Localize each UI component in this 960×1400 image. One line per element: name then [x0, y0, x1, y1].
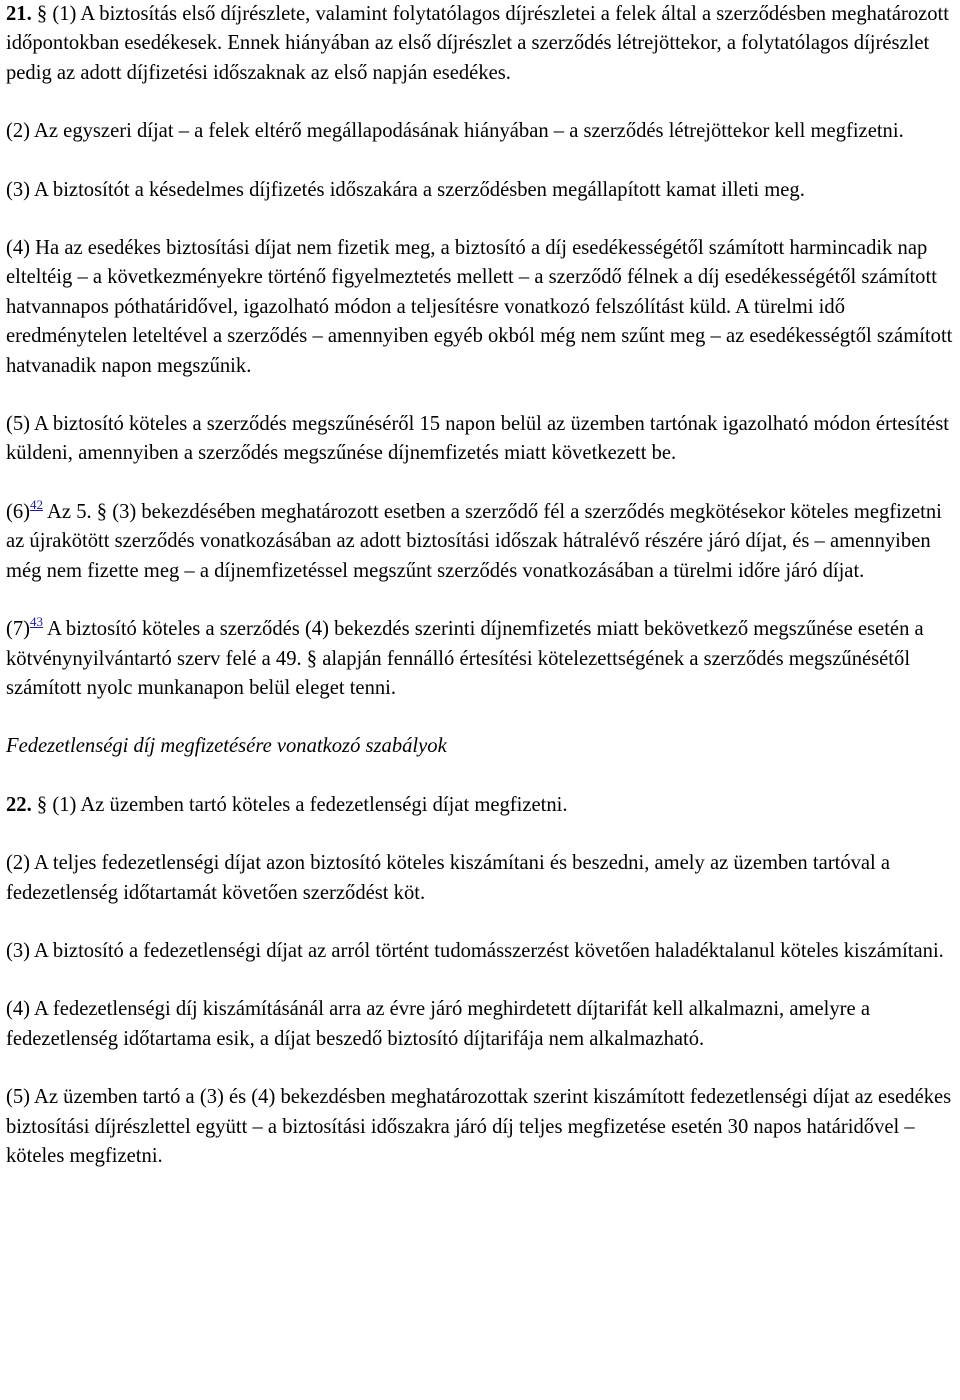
- subsection-heading: Fedezetlenségi díj megfizetésére vonatkozó szabályok: [6, 735, 447, 758]
- footnote-42-link[interactable]: 42: [30, 496, 44, 512]
- section-21-paragraph-6-text: Az 5. § (3) bekezdésében meghatározott esetben a szerződő fél a szerződés megkötésekor köteles megfizetni az újrakötött szerződés vonatkozásában az adott biztosítási időszak hátralévő részére járó díjat, és – amennyiben még nem fizette meg – a díjnemfizetéssel megszűnt szerződés vonatkozásában a türelmi időre járó díjat.: [6, 500, 942, 582]
- section-22-paragraph-2: (2) A teljes fedezetlenségi díjat azon biztosító köteles kiszámítani és beszedni, amely az üzemben tartóval a fedezetlenség időtartamát követően szerződést köt.: [6, 852, 891, 904]
- section-sign: §: [36, 793, 48, 816]
- section-22-number: 22.: [6, 793, 32, 816]
- paragraph-7-prefix: (7): [6, 618, 31, 641]
- section-22-paragraph-3: (3) A biztosító a fedezetlenségi díjat az arról történt tudomásszerzést követően haladéktalanul köteles kiszámítani.: [6, 939, 944, 962]
- section-21-paragraph-1-text: (1) A biztosítás első díjrészlete, valamint folytatólagos díjrészletei a felek által a szerződésben meghatározott időpontokban esedékesek. Ennek hiányában az első díjrészlet a szerződés létrejöttekor, a folytatólagos díjrészlet pedig az adott díjfizetési időszaknak az első napján esedékes.: [6, 3, 950, 84]
- section-21-paragraph-7-text: A biztosító köteles a szerződés (4) bekezdés szerinti díjnemfizetés miatt bekövetkező megszűnése esetén a kötvénynyilvántartó szerv felé a 49. § alapján fennálló értesítési kötelezettségének a szerződés megszűnésétől számított nyolc munkanapon belül eleget tenni.: [6, 618, 924, 699]
- section-21-number: 21.: [6, 3, 32, 25]
- section-21-paragraph-4: (4) Ha az esedékes biztosítási díjat nem fizetik meg, a biztosító a díj esedékességétől számított harmincadik nap elteltéig – a következményekre történő figyelmeztetés mellett – a szerződő félnek a díj esedékességétől számított hatvannapos póthatáridővel, igazolható módon a teljesítésre vonatkozó felszólítást küld. A türelmi idő eredménytelen leteltével a szerződés – amennyiben egyéb okból még nem szűnt meg – az esedékességtől számított hatvanadik napon megszűnik.: [6, 237, 953, 377]
- paragraph-6-prefix: (6): [6, 500, 31, 523]
- section-sign: §: [36, 3, 48, 25]
- section-21-paragraph-6: [6, 498, 956, 586]
- footnote-43-link[interactable]: 43: [30, 614, 44, 630]
- section-22-paragraph-1-text: (1) Az üzemben tartó köteles a fedezetlenségi díjat megfizetni.: [47, 793, 568, 816]
- section-21-paragraph-3: (3) A biztosítót a késedelmes díjfizetés időszakára a szerződésben megállapított kamat illeti meg.: [6, 178, 805, 201]
- section-21-paragraph-5: (5) A biztosító köteles a szerződés megszűnéséről 15 napon belül az üzemben tartónak igazolható módon értesítést küldeni, amennyiben a szerződés megszűnése díjnemfizetés miatt következett be.: [6, 413, 950, 465]
- section-22-paragraph-1: [6, 791, 956, 820]
- section-21-paragraph-7: [6, 615, 956, 703]
- section-21-paragraph-1: [6, 0, 956, 88]
- section-22-paragraph-4: (4) A fedezetlenségi díj kiszámításánál arra az évre járó meghirdetett díjtarifát kell alkalmazni, amelyre a fedezetlenség időtartama esik, a díjat beszedő biztosító díjtarifája nem alkalmazható.: [6, 998, 870, 1050]
- section-21-paragraph-2: (2) Az egyszeri díjat – a felek eltérő megállapodásának hiányában – a szerződés létrejöttekor kell megfizetni.: [6, 120, 904, 143]
- section-22-paragraph-5: (5) Az üzemben tartó a (3) és (4) bekezdésben meghatározottak szerint kiszámított fedezetlenségi díjat az esedékes biztosítási díjrészlettel együtt – a biztosítási időszakra járó díj teljes megfizetése esetén 30 napos határidővel – köteles megfizetni.: [6, 1086, 952, 1167]
